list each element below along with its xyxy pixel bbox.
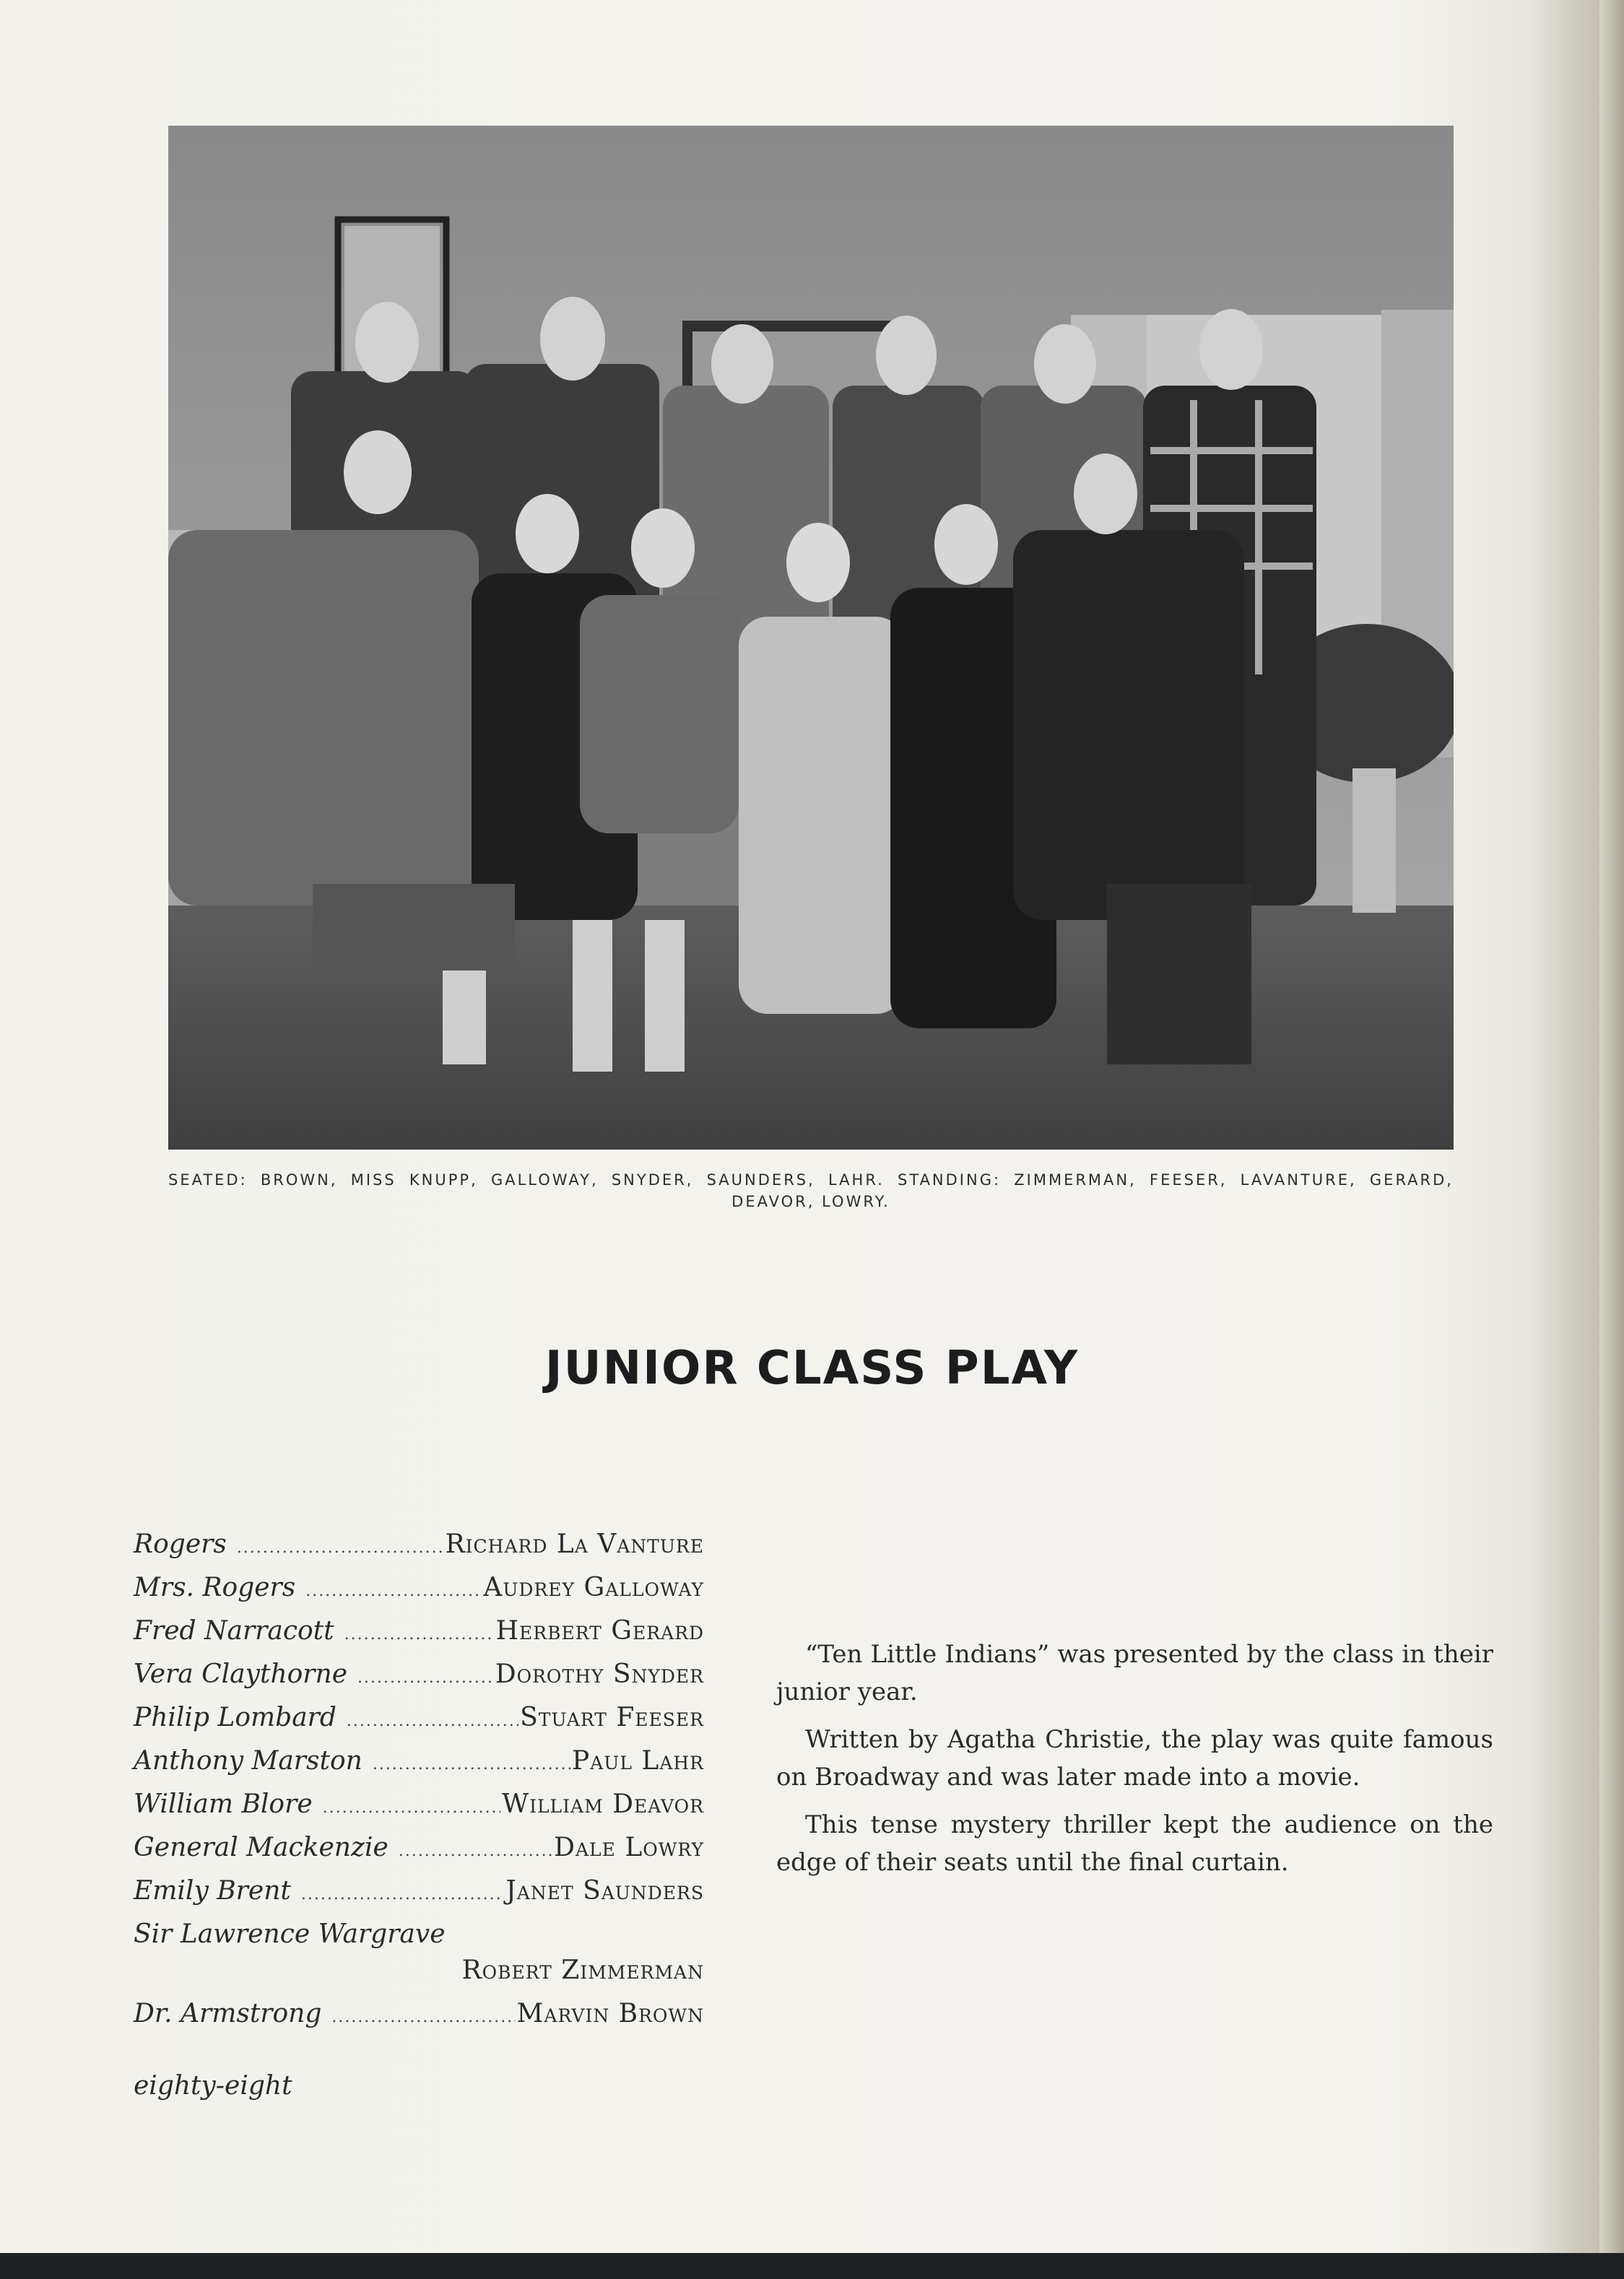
cast-entry xyxy=(134,1876,704,1919)
cast-role: General Mackenzie xyxy=(134,1833,388,1862)
scan-bottom-edge xyxy=(0,2253,1624,2279)
leader-dots xyxy=(373,1755,570,1774)
leader-dots xyxy=(301,1885,505,1903)
cast-entry xyxy=(134,1999,704,2042)
cast-entry xyxy=(134,1659,704,1703)
cast-actor: Janet Saunders xyxy=(505,1876,704,1906)
cast-entry xyxy=(134,1573,704,1616)
cast-actor: Dale Lowry xyxy=(554,1833,704,1862)
cast-list xyxy=(134,1529,704,2042)
cast-actor: Marvin Brown xyxy=(516,1999,704,2028)
photo-caption: SEATED: BROWN, MISS KNUPP, GALLOWAY, SNYDER, SAUNDERS, LAHR. STANDING: ZIMMERMAN, FEESER, LAVANTURE, GERARD, DEAVOR, LOWRY. xyxy=(168,1171,1454,1210)
cast-role: Philip Lombard xyxy=(134,1703,336,1732)
description-paragraph: Written by Agatha Christie, the play was quite famous on Broadway and was later made into a movie. xyxy=(776,1725,1493,1792)
play-description xyxy=(776,1636,1493,1891)
cast-role: Fred Narracott xyxy=(134,1616,334,1646)
group-photo xyxy=(168,126,1454,1150)
leader-dots xyxy=(331,2008,515,2026)
page-number: eighty-eight xyxy=(134,2071,292,2101)
leader-dots xyxy=(344,1625,495,1644)
cast-actor: Robert Zimmerman xyxy=(461,1955,704,1985)
leader-dots xyxy=(357,1669,494,1687)
cast-entry xyxy=(134,1833,704,1876)
cast-entry xyxy=(134,1789,704,1833)
cast-entry xyxy=(134,1746,704,1789)
description-paragraph: “Ten Little Indians” was presented by the class in their junior year. xyxy=(776,1640,1493,1706)
leader-dots xyxy=(305,1582,482,1600)
cast-actor: Herbert Gerard xyxy=(495,1616,704,1646)
group-photo-image xyxy=(168,126,1454,1150)
cast-actor: Richard La Vanture xyxy=(445,1529,704,1559)
cast-actor: Audrey Galloway xyxy=(483,1573,704,1602)
leader-dots xyxy=(323,1799,500,1817)
cast-role: William Blore xyxy=(134,1789,313,1819)
cast-entry xyxy=(134,1616,704,1659)
leader-dots xyxy=(399,1842,552,1860)
cast-role: Mrs. Rogers xyxy=(134,1573,296,1602)
cast-entry xyxy=(134,1703,704,1746)
cast-role: Anthony Marston xyxy=(134,1746,362,1776)
leader-dots xyxy=(347,1712,518,1730)
cast-actor: Paul Lahr xyxy=(572,1746,704,1776)
cast-role: Dr. Armstrong xyxy=(134,1999,322,2028)
leader-dots xyxy=(237,1539,444,1557)
cast-entry xyxy=(134,1529,704,1573)
cast-actor: William Deavor xyxy=(502,1789,704,1819)
cast-entry-continuation xyxy=(134,1955,704,1999)
cast-entry xyxy=(134,1919,704,1955)
cast-role: Sir Lawrence Wargrave xyxy=(134,1919,446,1949)
book-binding-edge xyxy=(1599,0,1624,2253)
cast-actor: Dorothy Snyder xyxy=(495,1659,704,1689)
page-title: JUNIOR CLASS PLAY xyxy=(544,1342,1080,1395)
description-paragraph: This tense mystery thriller kept the audience on the edge of their seats until the final curtain. xyxy=(776,1810,1493,1877)
cast-actor: Stuart Feeser xyxy=(520,1703,704,1732)
cast-role: Vera Claythorne xyxy=(134,1659,347,1689)
cast-role: Rogers xyxy=(134,1529,227,1559)
cast-role: Emily Brent xyxy=(134,1876,291,1906)
